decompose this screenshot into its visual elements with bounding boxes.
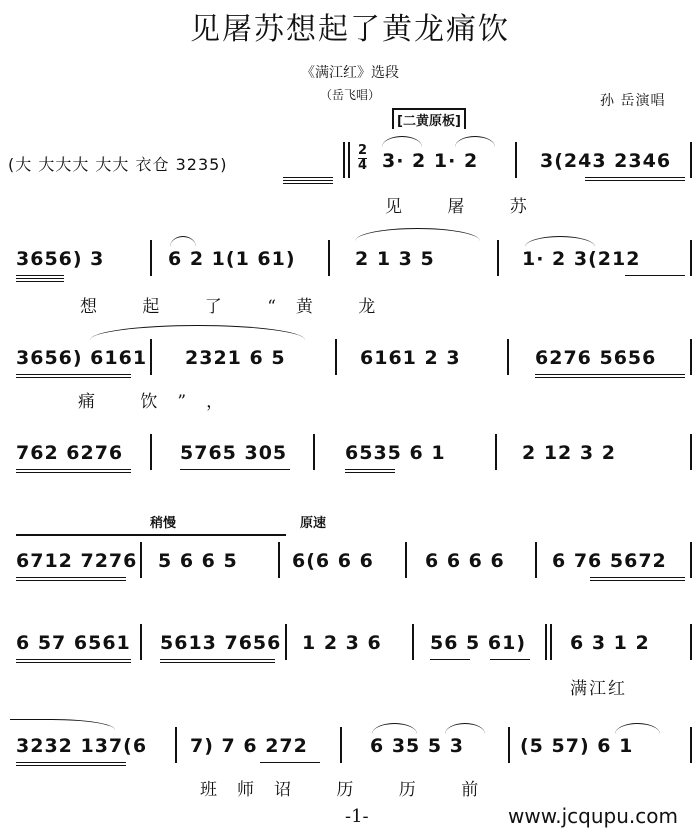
bar-line [335, 339, 337, 375]
measure: 6 35 5 3 [370, 735, 464, 757]
underline [160, 662, 275, 663]
measure: 6 57 6561 [16, 632, 131, 654]
bar-line [285, 624, 287, 660]
bar-line [175, 727, 177, 763]
bar-line [495, 434, 497, 470]
underline [16, 577, 126, 578]
underline [490, 659, 530, 660]
slur [525, 236, 595, 247]
bar-line [150, 240, 152, 276]
underline [16, 580, 126, 581]
lyrics: 想 起 了 “黄 龙 [80, 297, 396, 317]
slur [382, 136, 422, 147]
site-url: www.jcqupu.com [508, 804, 678, 828]
bar-line [412, 624, 414, 660]
underline [283, 180, 333, 181]
measure: 2 12 3 2 [522, 442, 616, 464]
slur [10, 719, 115, 730]
underline [16, 374, 131, 375]
tempo-original: 原速 [300, 516, 327, 531]
bar-line [313, 434, 315, 470]
underline [16, 281, 64, 282]
underline [535, 374, 685, 375]
bar-line [140, 624, 142, 660]
measure: 1 2 3 6 [302, 632, 382, 654]
bar-line [348, 142, 350, 178]
measure: 6276 5656 [535, 347, 657, 369]
page-number: -1- [345, 806, 369, 827]
measure: 2 1 3 5 [355, 248, 435, 270]
slur [355, 228, 480, 241]
bar-line [690, 339, 692, 375]
measure: 762 6276 [16, 442, 124, 464]
measure: 3656) 3 [16, 248, 105, 270]
underline [260, 762, 320, 763]
singer-role: （岳飞唱） [319, 88, 380, 102]
underline [16, 275, 64, 276]
slur [372, 723, 417, 734]
underline [590, 577, 685, 578]
slur [615, 723, 660, 734]
measure: 5765 305 [180, 442, 288, 464]
time-signature: 2 4 [358, 143, 368, 173]
lyrics: 痛 饮”， [78, 392, 244, 412]
lyrics: 班师诏 历 历 前 [200, 780, 499, 800]
measure: 1· 2 3(212 [522, 248, 641, 270]
underline [16, 659, 131, 660]
bar-line [508, 727, 510, 763]
bar-line [150, 434, 152, 470]
underline [585, 180, 685, 181]
underline [16, 662, 131, 663]
lyrics: 满江红 [570, 679, 627, 699]
bar-line [507, 339, 509, 375]
underline [625, 275, 685, 276]
measure: 6161 2 3 [360, 347, 461, 369]
underline [180, 469, 290, 470]
bar-line [690, 434, 692, 470]
underline [16, 472, 131, 473]
measure: 3656) 6161 [16, 347, 148, 369]
measure: (大 大大大 大大 衣仓 3235) [8, 155, 228, 174]
underline [345, 469, 395, 470]
bar-line [343, 142, 345, 178]
measure: 6 2 1(1 61) [168, 248, 296, 270]
measure: 56 5 61) [430, 632, 527, 654]
bar-line [340, 727, 342, 763]
underline [283, 177, 333, 178]
underline [16, 278, 64, 279]
slur [455, 136, 495, 147]
measure: 5613 7656 [160, 632, 282, 654]
measure: 3(243 2346 [540, 150, 672, 172]
measure: 6 3 1 2 [570, 632, 650, 654]
subtitle: 《满江红》选段 [301, 65, 399, 81]
page-title: 见屠苏想起了黄龙痛饮 [190, 12, 510, 47]
bar-line [328, 240, 330, 276]
measure: 6535 6 1 [345, 442, 446, 464]
bar-line [405, 542, 407, 578]
measure: 3232 137(6 [16, 735, 148, 757]
underline [585, 177, 685, 178]
bar-line [690, 240, 692, 276]
underline [535, 377, 685, 378]
bar-line [545, 624, 547, 660]
underline [16, 762, 126, 763]
measure: 6 76 5672 [552, 550, 667, 572]
lyrics: 见 屠 苏 [385, 197, 547, 217]
underline [16, 765, 126, 766]
measure: 6712 7276 [16, 550, 138, 572]
bar-line [690, 542, 692, 578]
measure: (5 57) 6 1 [520, 735, 634, 757]
bar-line [690, 624, 692, 660]
bar-line [515, 142, 517, 178]
slur [445, 723, 485, 734]
bar-line [150, 339, 152, 375]
bar-line [497, 240, 499, 276]
bar-line [140, 542, 142, 578]
underline [590, 580, 685, 581]
bar-line [690, 727, 692, 763]
underline [283, 183, 333, 184]
measure: 2321 6 5 [185, 347, 286, 369]
singer-credit: 孙 岳演唱 [600, 93, 666, 109]
tempo-slow: 稍慢 [150, 516, 177, 531]
underline [345, 472, 395, 473]
bar-line [535, 542, 537, 578]
underline [16, 377, 131, 378]
tempo-mark: [二黄原板] [392, 108, 466, 129]
bar-line [550, 624, 552, 660]
measure: 6 6 6 6 [425, 550, 505, 572]
underline [160, 659, 275, 660]
measure: 6(6 6 6 [292, 550, 374, 572]
slur [170, 236, 196, 247]
bar-line [690, 142, 692, 178]
bar-line [278, 542, 280, 578]
underline [430, 659, 470, 660]
measure: 7) 7 6 272 [190, 735, 308, 757]
measure: 5 6 6 5 [158, 550, 238, 572]
slur [90, 325, 305, 340]
measure: 3· 2 1· 2 [382, 150, 479, 172]
tie-line [16, 534, 286, 536]
underline [16, 469, 131, 470]
